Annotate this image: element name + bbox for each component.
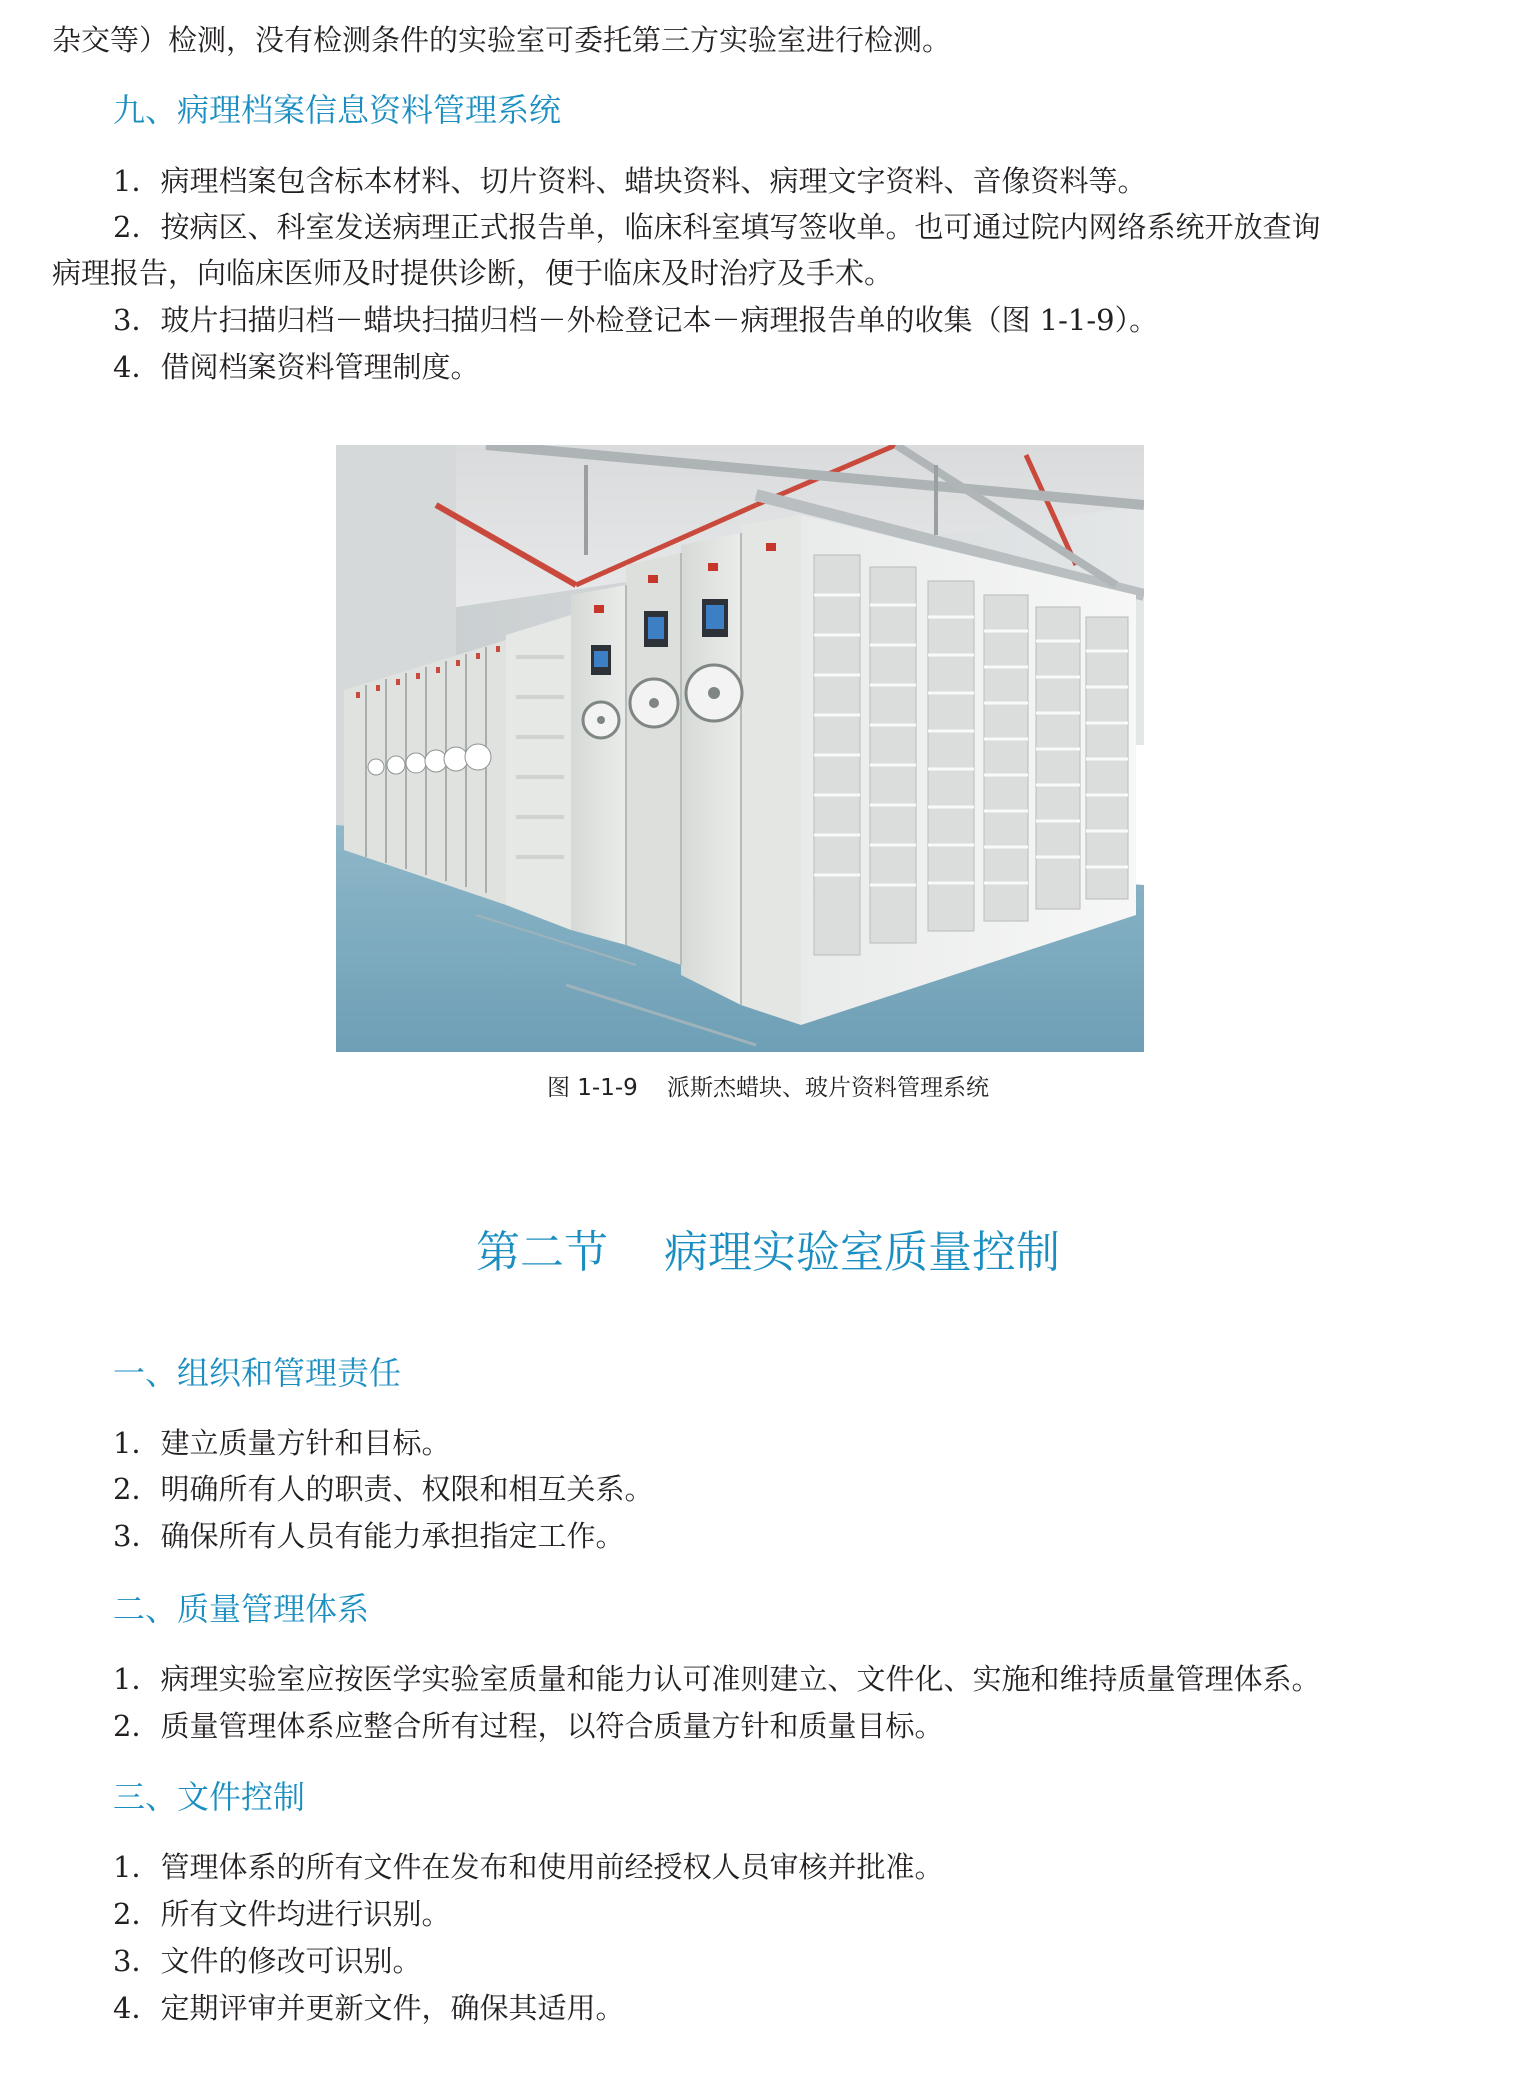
list-item: 1．病理档案包含标本材料、切片资料、蜡块资料、病理文字资料、音像资料等。: [113, 164, 1147, 198]
list-item: 2．所有文件均进行识别。: [113, 1897, 451, 1931]
section-heading-archive-system: 九、病理档案信息资料管理系统: [113, 91, 562, 129]
list-item: 2．质量管理体系应整合所有过程，以符合质量方针和质量目标。: [113, 1709, 944, 1743]
chapter-title: 第二节 病理实验室质量控制: [476, 1227, 1060, 1278]
figure-photo-archive-cabinets: [336, 445, 1144, 1052]
list-item: 2．按病区、科室发送病理正式报告单，临床科室填写签收单。也可通过院内网络系统开放查询: [113, 210, 1321, 244]
list-item: 4．定期评审并更新文件，确保其适用。: [113, 1991, 625, 2025]
list-item-continuation: 病理报告，向临床医师及时提供诊断，便于临床及时治疗及手术。: [52, 256, 894, 290]
list-item: 3．文件的修改可识别。: [113, 1944, 422, 1978]
figure-caption: 图 1-1-9 派斯杰蜡块、玻片资料管理系统: [546, 1075, 990, 1101]
section-heading-quality-system: 二、质量管理体系: [113, 1590, 370, 1628]
list-item: 2．明确所有人的职责、权限和相互关系。: [113, 1472, 654, 1506]
section-heading-organization: 一、组织和管理责任: [113, 1354, 402, 1392]
list-item: 3．玻片扫描归档－蜡块扫描归档－外检登记本－病理报告单的收集（图 1-1-9）。: [113, 303, 1159, 337]
list-item: 1．管理体系的所有文件在发布和使用前经授权人员审核并批准。: [113, 1850, 944, 1884]
list-item: 1．建立质量方针和目标。: [113, 1426, 451, 1460]
list-item: 3．确保所有人员有能力承担指定工作。: [113, 1519, 625, 1553]
intro-line: 杂交等）检测，没有检测条件的实验室可委托第三方实验室进行检测。: [52, 23, 952, 57]
list-item: 4．借阅档案资料管理制度。: [113, 350, 480, 384]
section-heading-document-control: 三、文件控制: [113, 1778, 306, 1816]
list-item: 1．病理实验室应按医学实验室质量和能力认可准则建立、文件化、实施和维持质量管理体系。: [113, 1662, 1321, 1696]
